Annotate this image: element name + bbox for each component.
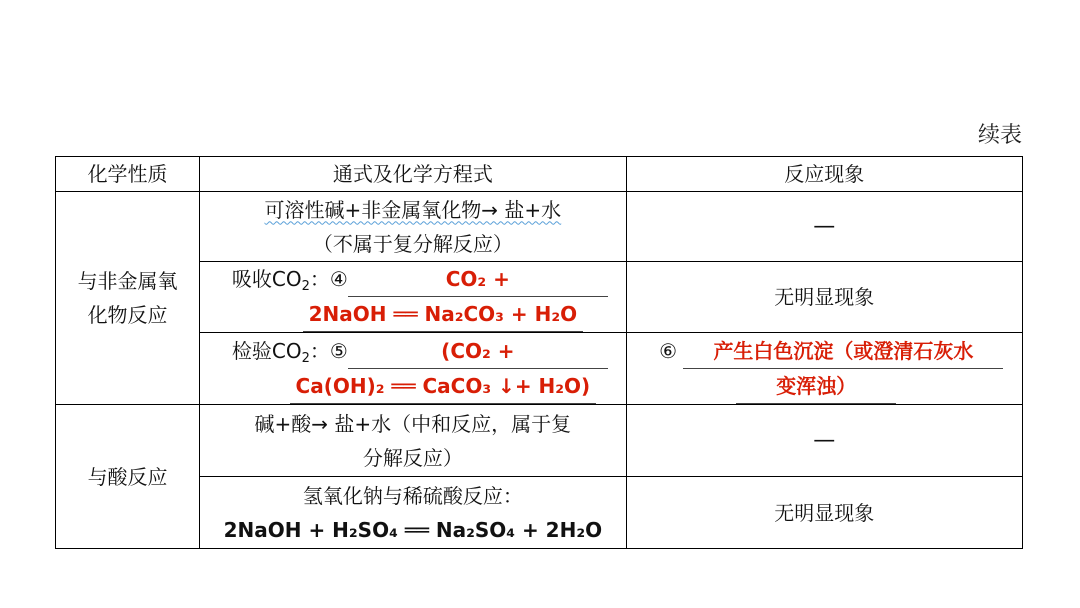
group-label-acid — [56, 405, 200, 549]
answer-text: (CO₂ + — [441, 338, 515, 363]
absorb-label: 吸收$CO_2$：④ — [231, 267, 348, 294]
table-row — [56, 192, 1023, 262]
table-row — [56, 477, 1023, 549]
answer-text: 变浑浊） — [776, 373, 857, 398]
group-label-text: 与非金属氧化物反应 — [77, 269, 178, 327]
test-label: 检验$CO_2$：⑤ — [231, 338, 348, 366]
phenomenon-text: 无明显现象 — [774, 500, 875, 525]
phenomenon-text: 无明显现象 — [774, 285, 875, 309]
table-caption: 续表 — [977, 123, 1022, 148]
header-row — [56, 157, 1023, 192]
equation-cell — [200, 477, 626, 549]
formula-text: 可溶性碱+非金属氧化物→ 盐+水 — [264, 197, 562, 222]
header-property: 化学性质 — [56, 157, 200, 192]
equation-cell — [200, 192, 626, 262]
equation-cell — [200, 262, 626, 333]
phenomenon-text: — — [813, 214, 836, 239]
blank-marker: ⑥ — [659, 338, 678, 363]
properties-table — [55, 156, 1023, 549]
formula-text: 碱+酸→ 盐+水（中和反应，属于复 — [254, 411, 572, 436]
table-row — [56, 333, 1023, 405]
answer-text: Ca(OH)₂ ══ CaCO₃ ↓+ H₂O) — [295, 373, 591, 398]
header-equation: 通式及化学方程式 — [200, 157, 626, 192]
equation-text: 2NaOH + H₂SO₄ ══ Na₂SO₄ + 2H₂O — [223, 517, 603, 542]
answer-text: CO₂ + — [445, 267, 510, 291]
equation-cell — [200, 333, 626, 405]
answer-text: 产生白色沉淀（或澄清石灰水 — [713, 338, 974, 363]
phenomenon-cell — [626, 405, 1022, 477]
phenomenon-cell — [626, 262, 1022, 333]
formula-note: 分解反应） — [362, 445, 463, 470]
header-phenomenon: 反应现象 — [626, 157, 1022, 192]
phenomenon-cell — [626, 477, 1022, 549]
formula-text: 氢氧化钠与稀硫酸反应： — [302, 483, 523, 508]
group-label-nonmetal-oxide — [56, 192, 200, 405]
table-row — [56, 262, 1023, 333]
formula-note: （不属于复分解反应） — [312, 231, 513, 256]
phenomenon-text: — — [813, 428, 836, 453]
phenomenon-cell — [626, 333, 1022, 405]
equation-cell — [200, 405, 626, 477]
phenomenon-cell — [626, 192, 1022, 262]
group-label-text: 与酸反应 — [87, 464, 168, 489]
table-row — [56, 405, 1023, 477]
answer-text: 2NaOH ══ Na₂CO₃ + H₂O — [308, 302, 578, 326]
